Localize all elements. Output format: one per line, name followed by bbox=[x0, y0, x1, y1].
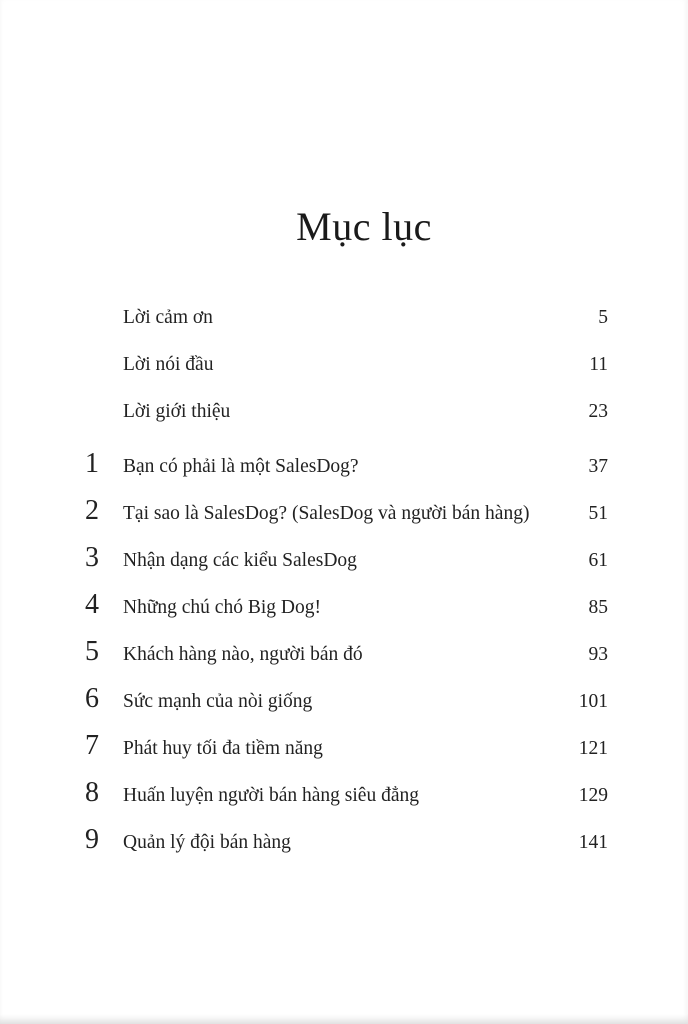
toc-entry-title: Sức mạnh của nòi giống bbox=[123, 691, 313, 712]
toc-entry-number: 2 bbox=[85, 495, 99, 526]
toc-entry-title: Những chú chó Big Dog! bbox=[123, 597, 321, 618]
toc-entry-number: 5 bbox=[85, 636, 99, 667]
toc-entry-number: 6 bbox=[85, 683, 99, 714]
toc-entry-page: 141 bbox=[578, 832, 608, 853]
toc-entry-title: Khách hàng nào, người bán đó bbox=[123, 644, 363, 665]
toc-entry-title: Phát huy tối đa tiềm năng bbox=[123, 738, 323, 759]
toc-entry-number: 4 bbox=[85, 589, 99, 620]
page-title: Mục lục bbox=[296, 203, 432, 249]
toc-entry-page: 5 bbox=[598, 307, 608, 328]
toc-entry bbox=[85, 816, 608, 863]
toc-entry-number: 7 bbox=[85, 730, 99, 761]
toc-entry bbox=[85, 487, 608, 534]
toc-entry-title: Quản lý đội bán hàng bbox=[123, 832, 291, 853]
toc-entry-number: 8 bbox=[85, 777, 99, 808]
toc-entry-page: 61 bbox=[588, 550, 608, 571]
toc-entry-page: 121 bbox=[578, 738, 608, 759]
toc-entry bbox=[85, 628, 608, 675]
toc-entry-title: Nhận dạng các kiểu SalesDog bbox=[123, 550, 357, 571]
toc-entry-page: 129 bbox=[578, 785, 608, 806]
toc-entry-number: 3 bbox=[85, 542, 99, 573]
toc-entry-page: 51 bbox=[588, 503, 608, 524]
toc-entry-page: 23 bbox=[588, 401, 608, 422]
toc-entry-title: Lời giới thiệu bbox=[123, 401, 231, 422]
toc-list bbox=[85, 299, 608, 863]
toc-entry bbox=[85, 722, 608, 769]
toc-entry bbox=[85, 581, 608, 628]
toc-entry bbox=[85, 393, 608, 440]
toc-entry bbox=[85, 299, 608, 346]
toc-entry-title: Huấn luyện người bán hàng siêu đẳng bbox=[123, 785, 419, 806]
toc-entry-title: Lời nói đầu bbox=[123, 354, 214, 375]
toc-entry-page: 85 bbox=[588, 597, 608, 618]
toc-entry-title: Bạn có phải là một SalesDog? bbox=[123, 456, 359, 477]
toc-entry bbox=[85, 675, 608, 722]
toc-entry-title: Tại sao là SalesDog? (SalesDog và người bán hàng) bbox=[123, 503, 530, 524]
toc-entry bbox=[85, 769, 608, 816]
toc-entry-page: 11 bbox=[589, 354, 608, 375]
toc-entry-title: Lời cảm ơn bbox=[123, 307, 213, 328]
toc-entry-page: 93 bbox=[588, 644, 608, 665]
toc-entry-number: 9 bbox=[85, 824, 99, 855]
toc-entry-page: 37 bbox=[588, 456, 608, 477]
toc-entry bbox=[85, 534, 608, 581]
toc-entry bbox=[85, 346, 608, 393]
toc-entry-page: 101 bbox=[578, 691, 608, 712]
toc-entry bbox=[85, 440, 608, 487]
toc-entry-number: 1 bbox=[85, 448, 99, 479]
